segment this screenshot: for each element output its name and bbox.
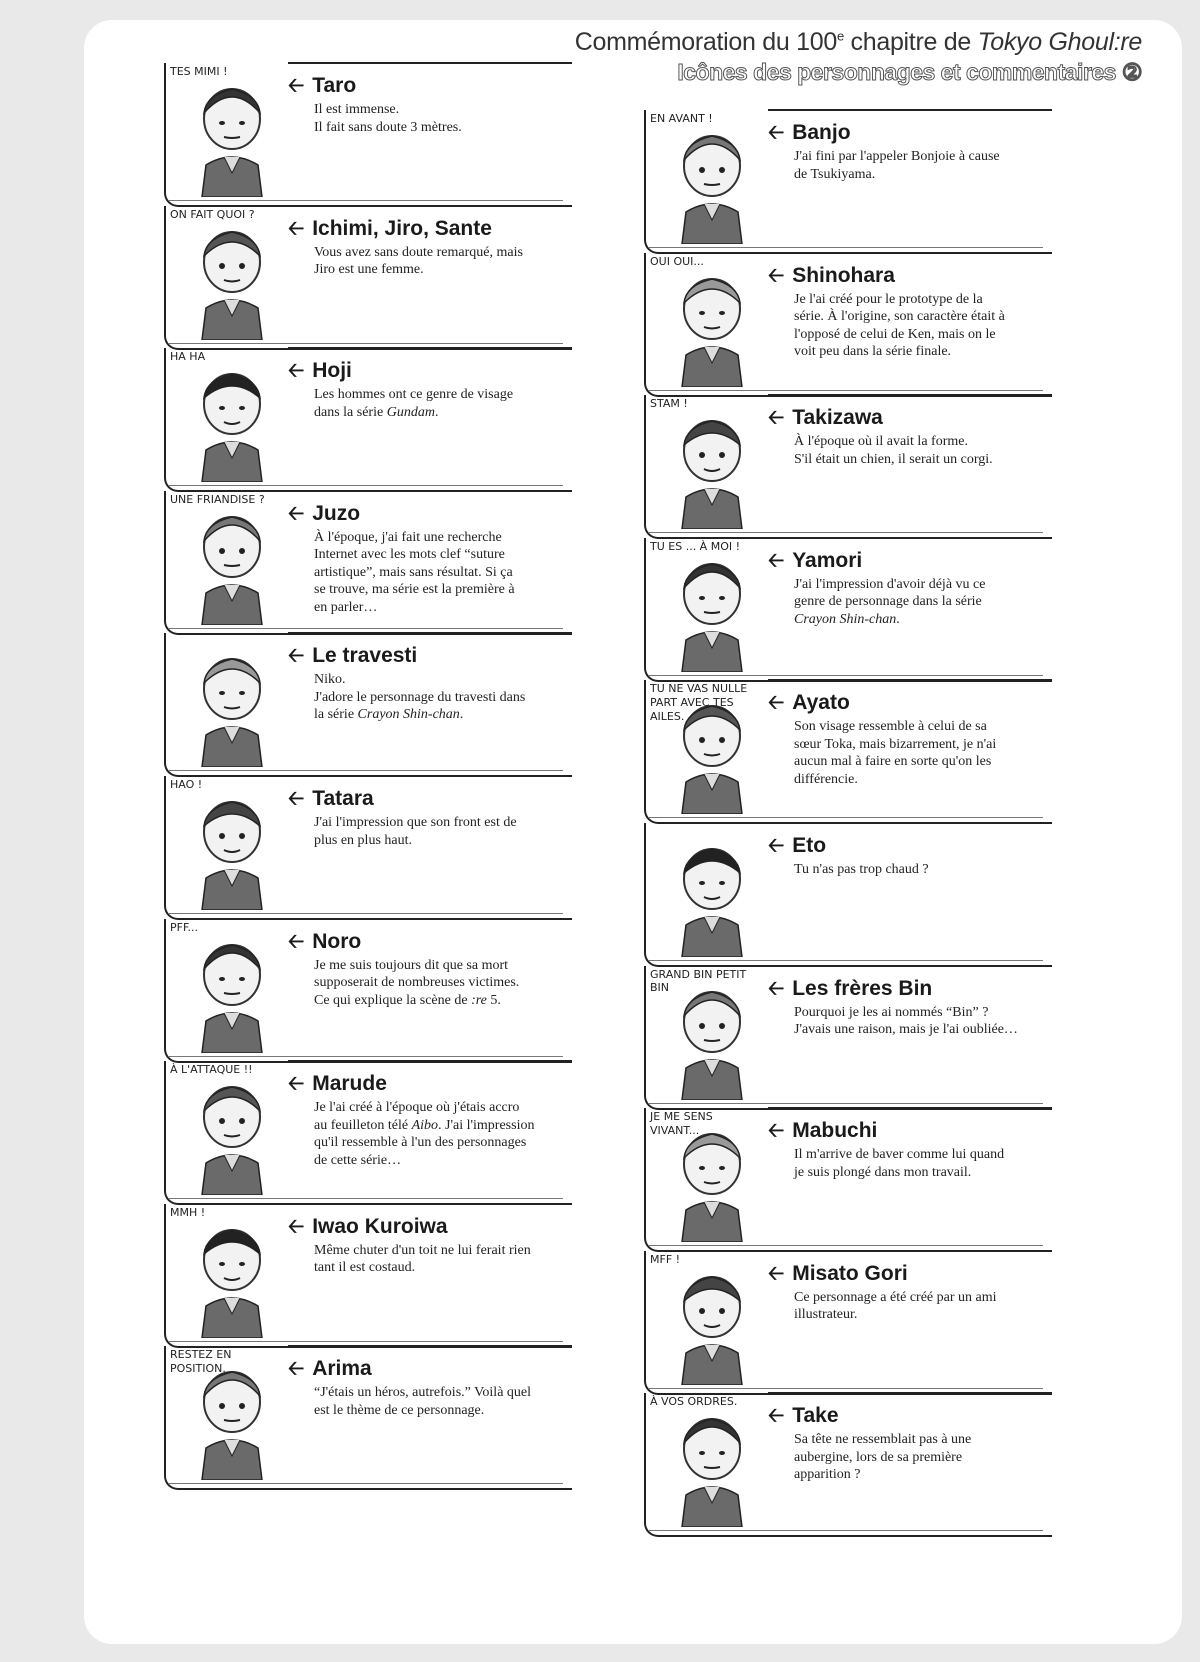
character-name: 🡠 Juzo xyxy=(288,501,361,525)
character-description xyxy=(314,1099,569,1169)
description-line: À l'époque, j'ai fait une recherche xyxy=(314,529,502,545)
character-portrait xyxy=(658,120,762,244)
description-line: Tu n'as pas trop chaud ? xyxy=(794,862,929,877)
character-name: 🡠 Les frères Bin xyxy=(768,976,933,1000)
left-arrow-icon: 🡠 xyxy=(288,502,305,525)
character-description xyxy=(314,244,569,279)
description-line: différencie. xyxy=(794,771,858,787)
left-arrow-icon: 🡠 xyxy=(768,977,785,1000)
description-line: À l'époque où il avait la forme. xyxy=(794,434,968,450)
left-arrow-icon: 🡠 xyxy=(288,360,305,383)
description-after: . xyxy=(434,404,439,420)
left-arrow-icon: 🡠 xyxy=(288,788,305,810)
description-line: artistique”, mais sans résultat. Si ça xyxy=(314,564,513,580)
description-line: je suis plongé dans mon travail. xyxy=(794,1164,972,1180)
description-line: Même chuter d'un toit ne lui ferait rien xyxy=(314,1242,531,1258)
page-header xyxy=(575,28,1142,86)
character-entry xyxy=(164,348,572,492)
character-name: 🡠 Yamori xyxy=(768,548,863,572)
character-name: 🡠 Iwao Kuroiwa xyxy=(288,1214,448,1238)
character-description xyxy=(314,957,569,1010)
entry-divider xyxy=(768,537,1052,539)
left-arrow-icon: 🡠 xyxy=(768,407,785,430)
character-description xyxy=(794,861,1049,879)
speech-text: MFF ! xyxy=(650,1252,681,1266)
character-name: 🡠 Takizawa xyxy=(768,406,883,430)
entry-divider xyxy=(768,1250,1052,1252)
description-line: J'ai l'impression que son front est de xyxy=(314,815,517,830)
character-portrait xyxy=(178,929,282,1053)
character-description xyxy=(794,1146,1049,1181)
character-portrait xyxy=(658,548,762,672)
entry-divider xyxy=(288,490,572,492)
character-portrait-icon xyxy=(178,358,282,482)
left-arrow-icon: 🡠 xyxy=(288,1358,305,1381)
description-line: qu'il ressemble à l'un des personnages xyxy=(314,1135,527,1151)
character-entry xyxy=(644,110,1052,254)
character-portrait-icon xyxy=(658,405,762,529)
character-entry xyxy=(644,823,1052,967)
description-line: Il m'arrive de baver comme lui quand xyxy=(794,1147,1005,1163)
character-portrait xyxy=(658,405,762,529)
description-line: se trouve, ma série est la première à xyxy=(314,582,515,598)
character-portrait xyxy=(178,501,282,625)
description-line: est le thème de ce personnage. xyxy=(314,1402,485,1418)
speech-text: RESTEZ EN POSITION. xyxy=(170,1348,232,1376)
entry-divider xyxy=(288,918,572,920)
description-line: l'opposé de celui de Ken, mais on le xyxy=(794,326,996,342)
left-arrow-icon: 🡠 xyxy=(288,1073,305,1096)
left-arrow-icon: 🡠 xyxy=(768,549,785,572)
character-name: 🡠 Mabuchi xyxy=(768,1119,878,1143)
character-description xyxy=(794,1289,1049,1324)
entry-divider xyxy=(768,1107,1052,1109)
left-arrow-icon: 🡠 xyxy=(288,930,305,953)
left-arrow-icon: 🡠 xyxy=(288,1215,305,1238)
speech-text: HAO ! xyxy=(170,778,203,791)
character-entry xyxy=(164,1204,572,1348)
left-arrow-icon: 🡠 xyxy=(288,645,305,668)
left-arrow-icon: 🡠 xyxy=(768,264,785,287)
character-entry xyxy=(644,538,1052,682)
character-name: 🡠 Misato Gori xyxy=(768,1261,908,1285)
entry-divider xyxy=(768,394,1052,396)
speech-text: OUI OUI... xyxy=(650,254,704,268)
character-description xyxy=(794,291,1049,361)
character-description xyxy=(314,814,569,849)
character-entry xyxy=(644,1251,1052,1395)
description-line: J'avais une raison, mais je l'ai oubliée… xyxy=(794,1022,1018,1038)
speech-text: TU ES ... À MOI ! xyxy=(650,539,741,553)
entry-divider xyxy=(768,1392,1052,1394)
character-name: 🡠 Banjo xyxy=(768,121,851,144)
speech-text: UNE FRIANDISE ? xyxy=(170,492,265,506)
description-line: apparition ? xyxy=(794,1467,861,1483)
character-description xyxy=(794,148,1049,183)
entry-divider xyxy=(288,1060,572,1062)
left-arrow-icon: 🡠 xyxy=(768,1405,785,1428)
description-line: illustrateur. xyxy=(794,1307,858,1323)
entry-divider xyxy=(288,347,572,349)
character-entry xyxy=(164,206,572,350)
italic-title: Crayon Shin-chan xyxy=(357,707,460,723)
entry-divider xyxy=(288,1203,572,1205)
speech-text: EN AVANT ! xyxy=(650,112,713,125)
character-name: 🡠 Ayato xyxy=(768,691,850,715)
character-entry xyxy=(644,1108,1052,1252)
character-entry xyxy=(644,395,1052,539)
speech-text: GRAND BIN PETIT BIN xyxy=(650,967,747,995)
description-line: aubergine, lors de sa première xyxy=(794,1449,963,1465)
entry-divider xyxy=(288,632,572,634)
speech-text: À VOS ORDRES. xyxy=(650,1395,738,1409)
description-line: J'adore le personnage du travesti dans xyxy=(314,689,526,705)
description-line: dans la série xyxy=(314,404,387,420)
speech-text: MMH ! xyxy=(170,1205,206,1219)
character-portrait-icon xyxy=(658,263,762,387)
description-line: en parler… xyxy=(314,599,378,615)
description-line: Les hommes ont ce genre de visage xyxy=(314,387,514,403)
character-entry xyxy=(164,919,572,1063)
character-entry xyxy=(164,63,572,207)
description-line: Je l'ai créé pour le prototype de la xyxy=(794,291,983,307)
character-description xyxy=(794,718,1049,788)
page-title: Commémoration du 100e chapitre de Tokyo Ghoul:re xyxy=(574,28,1142,56)
speech-text: JE ME SENS VIVANT... xyxy=(650,1110,713,1137)
character-portrait-icon xyxy=(178,501,282,625)
description-line: au feuilleton télé xyxy=(314,1117,412,1133)
description-line: “J'étais un héros, autrefois.” Voilà quel xyxy=(314,1385,532,1401)
description-line: Pourquoi je les ai nommés “Bin” ? xyxy=(794,1004,989,1020)
description-after: . xyxy=(459,707,464,723)
character-description xyxy=(314,671,569,724)
character-portrait xyxy=(658,833,762,957)
description-line: de cette série… xyxy=(314,1152,402,1168)
character-name: 🡠 Le travesti xyxy=(288,644,418,668)
character-entry xyxy=(644,1393,1052,1537)
character-portrait-icon xyxy=(658,120,762,244)
entry-divider xyxy=(768,679,1052,681)
entry-divider xyxy=(288,205,572,207)
character-portrait xyxy=(658,263,762,387)
italic-title: Gundam xyxy=(386,404,435,420)
description-line: aucun mal à faire en sorte qu'on les xyxy=(794,754,992,770)
description-line: la série xyxy=(314,707,358,723)
left-arrow-icon: 🡠 xyxy=(768,122,785,144)
page-panel xyxy=(84,20,1182,1644)
character-portrait-icon xyxy=(178,1214,282,1338)
character-name: 🡠 Tatara xyxy=(288,787,374,810)
character-name: 🡠 Marude xyxy=(288,1072,387,1096)
left-arrow-icon: 🡠 xyxy=(768,835,785,857)
character-portrait xyxy=(178,1214,282,1338)
character-name: 🡠 Take xyxy=(768,1404,839,1428)
left-arrow-icon: 🡠 xyxy=(768,1262,785,1285)
left-arrow-icon: 🡠 xyxy=(288,217,305,240)
character-portrait xyxy=(178,1071,282,1195)
character-portrait xyxy=(178,216,282,340)
character-portrait xyxy=(178,73,282,197)
description-line: Niko. xyxy=(314,672,346,688)
character-portrait-icon xyxy=(658,1403,762,1527)
character-portrait-icon xyxy=(178,643,282,767)
entry-divider xyxy=(288,62,572,64)
description-line: Je me suis toujours dit que sa mort xyxy=(314,957,509,973)
character-description xyxy=(314,529,569,617)
description-line: Internet avec les mots clef “suture xyxy=(314,547,505,563)
left-arrow-icon: 🡠 xyxy=(288,75,305,97)
character-description xyxy=(794,1431,1049,1484)
description-line: Ce personnage a été créé par un ami xyxy=(794,1289,997,1305)
description-line: supposerait de nombreuses victimes. xyxy=(314,975,520,991)
character-name: 🡠 Hoji xyxy=(288,359,352,383)
description-line: Il est immense. xyxy=(314,102,400,117)
character-name: 🡠 Taro xyxy=(288,74,357,97)
character-portrait xyxy=(178,358,282,482)
description-after: . J'ai l'impression xyxy=(438,1117,535,1133)
entry-divider xyxy=(288,775,572,777)
character-portrait-icon xyxy=(178,73,282,197)
description-line: Sa tête ne ressemblait pas à une xyxy=(794,1432,972,1448)
character-portrait-icon xyxy=(658,548,762,672)
character-entry xyxy=(164,633,572,777)
character-name: 🡠 Ichimi, Jiro, Sante xyxy=(288,216,492,240)
description-line: plus en plus haut. xyxy=(314,832,412,848)
character-portrait-icon xyxy=(178,786,282,910)
character-entry xyxy=(644,680,1052,824)
entry-divider xyxy=(768,822,1052,824)
character-portrait-icon xyxy=(178,929,282,1053)
speech-text: ON FAIT QUOI ? xyxy=(170,207,255,221)
character-description xyxy=(794,433,1049,468)
character-portrait-icon xyxy=(178,216,282,340)
character-description xyxy=(314,1242,569,1277)
entry-divider xyxy=(288,1345,572,1347)
left-arrow-icon: 🡠 xyxy=(768,692,785,715)
character-description xyxy=(314,1384,569,1419)
character-entry xyxy=(644,253,1052,397)
description-line: Je l'ai créé à l'époque où j'étais accro xyxy=(314,1100,520,1116)
left-arrow-icon: 🡠 xyxy=(768,1120,785,1143)
page-subtitle: Icônes des personnages et commentaires ② xyxy=(677,59,1142,85)
description-line: sœur Toka, mais bizarrement, je n'ai xyxy=(794,736,997,752)
character-portrait xyxy=(178,786,282,910)
character-portrait-icon xyxy=(658,1261,762,1385)
character-name: 🡠 Noro xyxy=(288,929,362,953)
character-portrait xyxy=(178,643,282,767)
speech-text: STAM ! xyxy=(650,397,688,411)
entry-divider xyxy=(768,109,1052,111)
speech-text: TU NE VAS NULLE PART AVEC TES AILES. xyxy=(650,682,748,723)
character-description xyxy=(314,386,569,421)
character-portrait-icon xyxy=(178,1071,282,1195)
speech-text: À L'ATTAQUE !! xyxy=(170,1063,253,1077)
italic-title: Crayon Shin-chan xyxy=(794,611,897,627)
description-line: Vous avez sans doute remarqué, mais xyxy=(314,244,523,260)
italic-title: :re xyxy=(471,992,487,1008)
description-line: Son visage ressemble à celui de sa xyxy=(794,719,987,735)
character-description xyxy=(794,1004,1049,1039)
description-line: Ce qui explique la scène de xyxy=(314,992,472,1008)
entry-divider xyxy=(768,965,1052,967)
description-line: J'ai fini par l'appeler Bonjoie à cause xyxy=(794,149,1000,164)
character-entry xyxy=(164,776,572,920)
character-name: 🡠 Shinohara xyxy=(768,263,895,287)
description-after: . xyxy=(896,611,900,627)
speech-text: PFF... xyxy=(170,920,199,934)
character-description xyxy=(314,101,569,136)
speech-text: HA HA xyxy=(170,350,206,364)
speech-text: TES MIMI ! xyxy=(170,65,228,78)
entry-divider xyxy=(768,252,1052,254)
description-line: série. À l'origine, son caractère était à xyxy=(794,309,1005,325)
description-after: 5. xyxy=(486,992,501,1008)
description-line: tant il est costaud. xyxy=(314,1260,416,1276)
character-entry xyxy=(164,1346,572,1490)
character-name: 🡠 Eto xyxy=(768,834,827,857)
character-portrait xyxy=(658,1403,762,1527)
character-entry xyxy=(164,491,572,635)
character-entry xyxy=(164,1061,572,1205)
italic-title: Aibo xyxy=(411,1117,439,1133)
description-line: genre de personnage dans la série xyxy=(794,594,982,610)
character-name: 🡠 Arima xyxy=(288,1357,372,1381)
character-entry xyxy=(644,966,1052,1110)
description-line: Jiro est une femme. xyxy=(314,262,424,278)
description-line: S'il était un chien, il serait un corgi. xyxy=(794,451,993,467)
description-line: J'ai l'impression d'avoir déjà vu ce xyxy=(794,576,986,592)
description-line: Il fait sans doute 3 mètres. xyxy=(314,119,462,135)
description-line: de Tsukiyama. xyxy=(794,166,876,182)
character-description xyxy=(794,576,1049,629)
description-line: voit peu dans la série finale. xyxy=(794,344,952,360)
character-portrait-icon xyxy=(658,833,762,957)
character-portrait xyxy=(658,1261,762,1385)
